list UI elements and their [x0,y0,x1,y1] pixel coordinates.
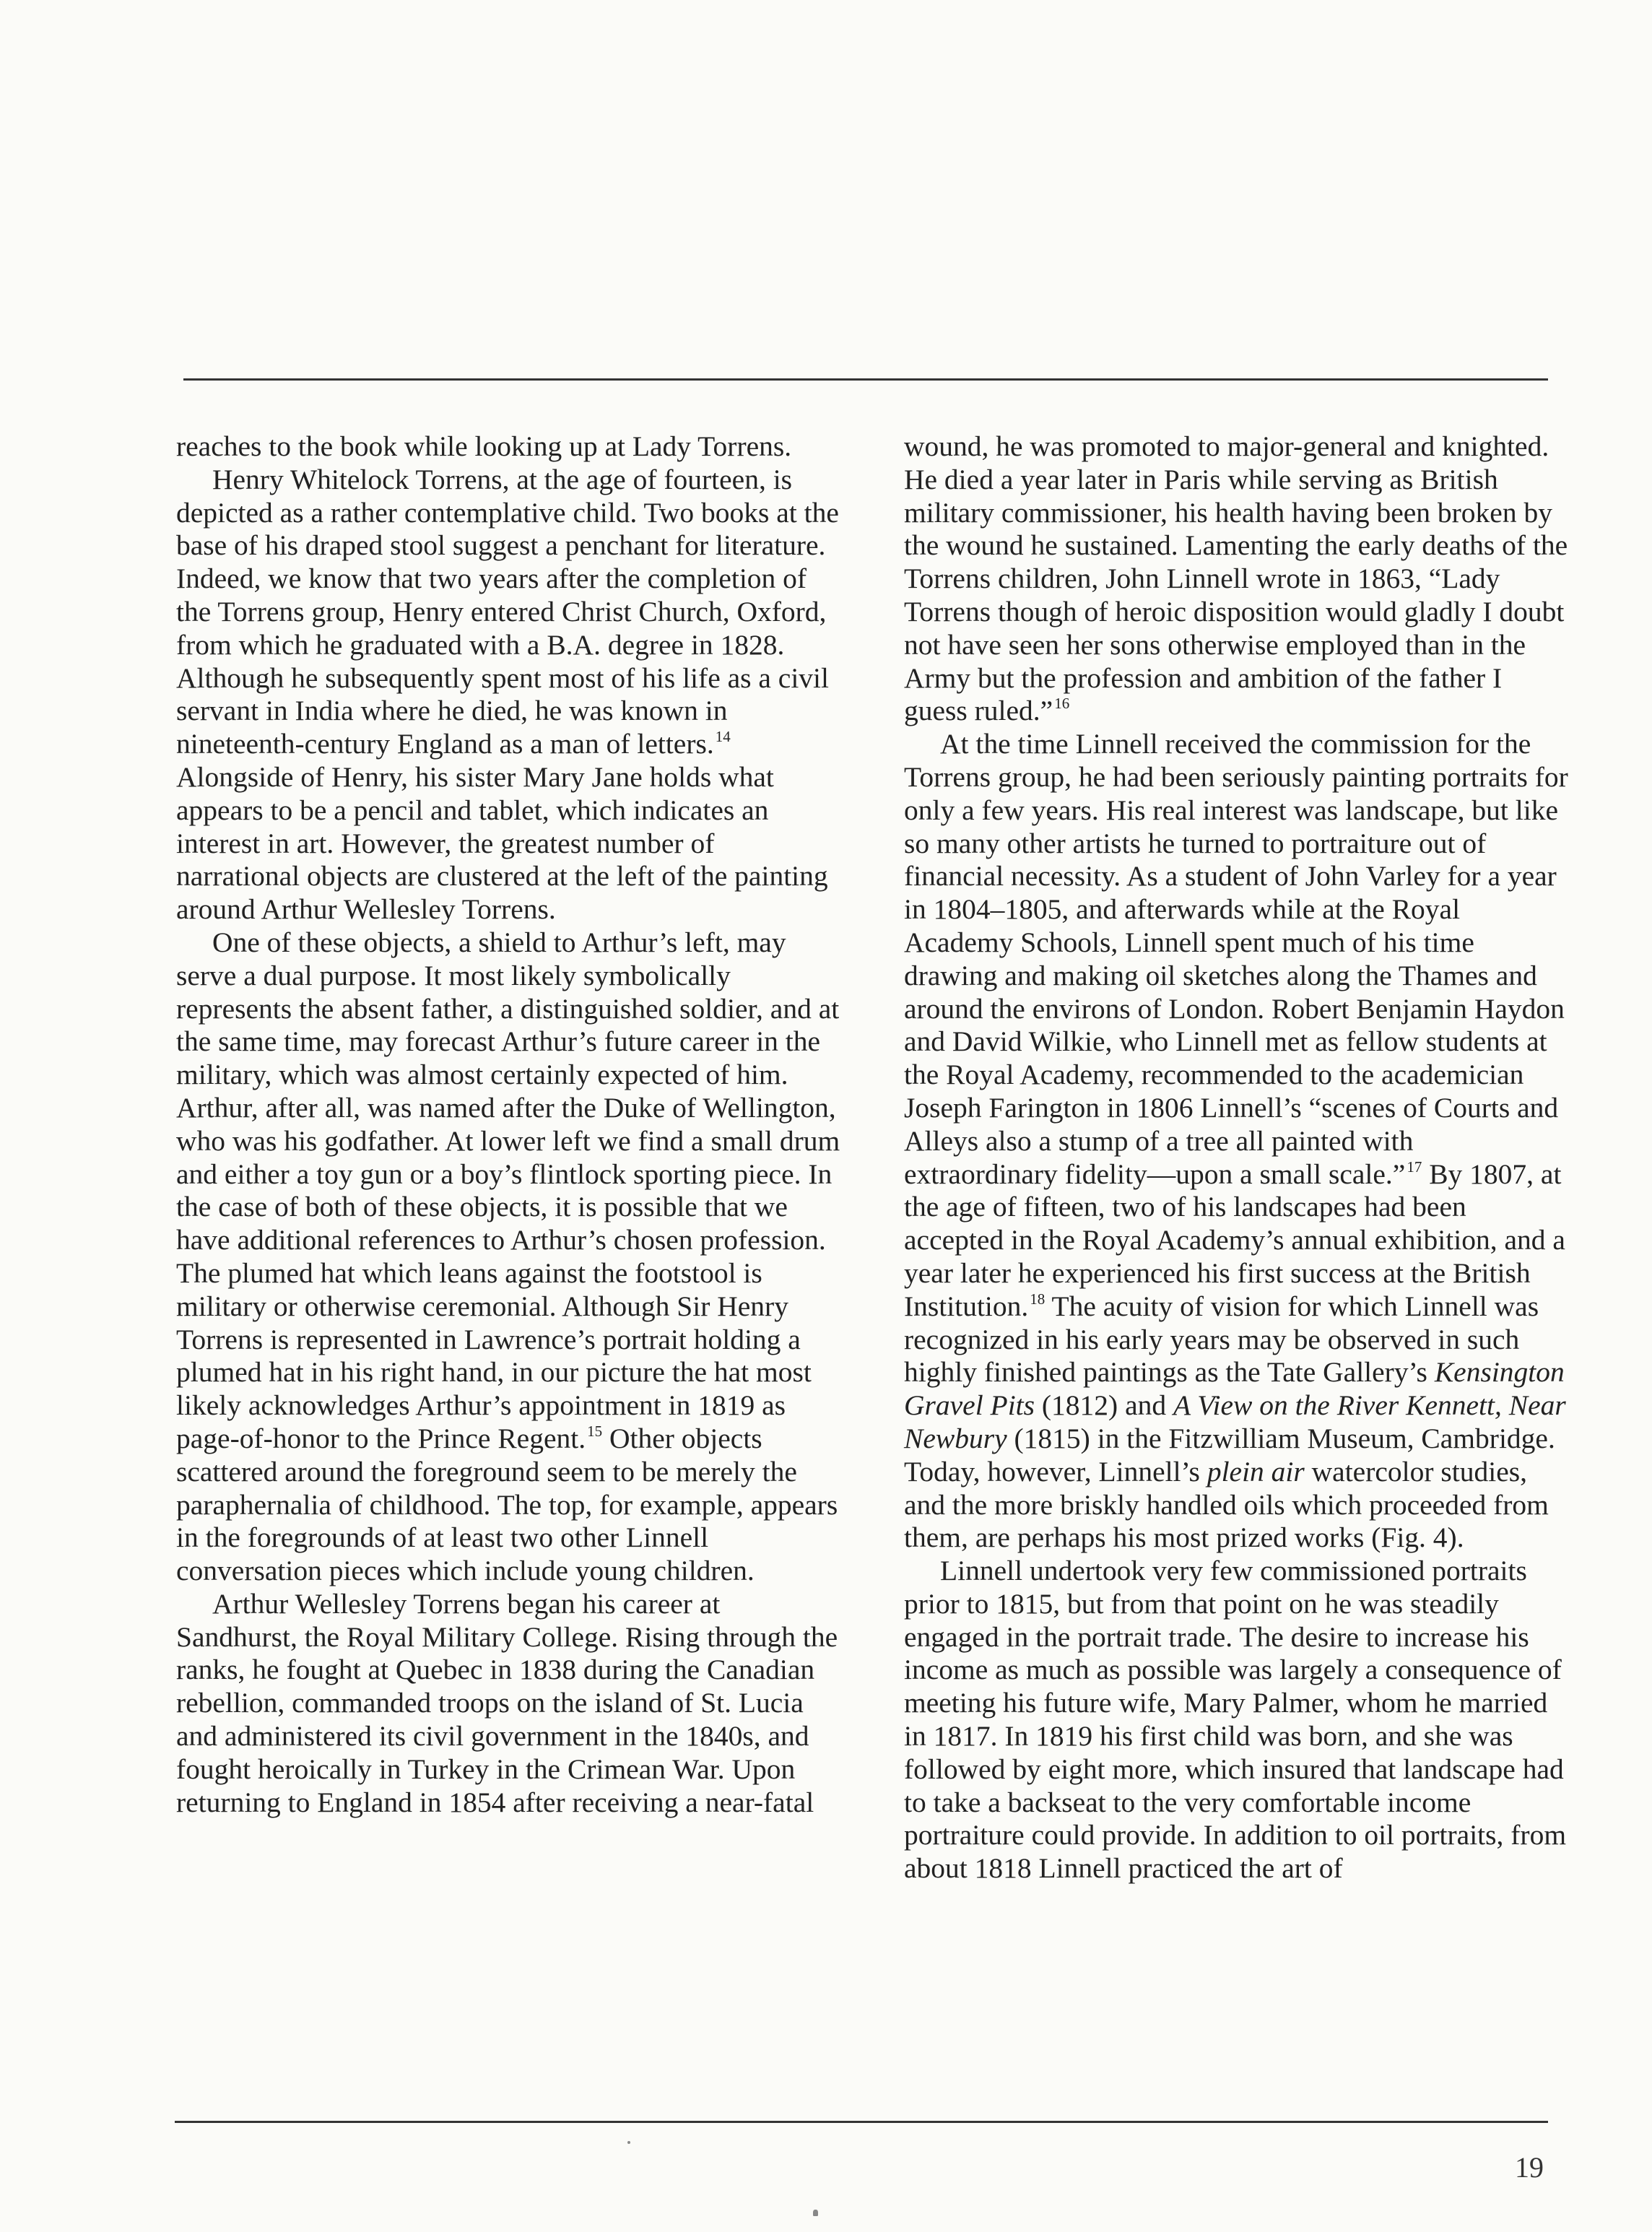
paragraph-text: Alongside of Henry, his sister Mary Jane holds what appears to be a pencil and tablet, which indicates an interest in art. However, the greatest number of narrational objects are clustered at the left of the painting around Arthur Wellesley Torrens. [176,760,828,926]
artwork-title: A View on the River Kennett, Near Newbury [904,1389,1566,1454]
right-column [904,430,1568,1885]
left-column [176,430,840,1819]
paper-speck [813,2210,818,2216]
paragraph [176,430,840,464]
paragraph-text: The acuity of vision for which Linnell was recognized in his early years may be observed in such highly finished paintings as the Tate Gallery’s [904,1290,1539,1389]
paragraph-text: Henry Whitelock Torrens, at the age of fourteen, is depicted as a rather contemplative child. Two books at the base of his draped stool suggest a penchant for literature. Indeed, we know that two years after the completion of the Torrens group, Henry entered Christ Church, Oxford, from which he graduated with a B.A. degree in 1828. Although he subsequently spent most of his life as a civil servant in India where he died, he was known in nineteenth-century England as a man of letters. [176,463,839,760]
paper-speck [627,2141,630,2144]
footnote-ref[interactable]: 14 [715,728,731,746]
paragraph-text: At the time Linnell received the commission for the Torrens group, he had been seriously painting portraits for only a few years. His real interest was landscape, but like so many other artists he turned to portraiture out of financial necessity. As a student of John Varley for a year in 1804–1805, and afterwards while at the Royal Academy Schools, Linnell spent much of his time drawing and making oil sketches along the Thames and around the environs of London. Robert Benjamin Haydon and David Wilkie, who Linnell met as fellow students at the Royal Academy, recommended to the academician Joseph Farington in 1806 Linnell’s “scenes of Courts and Alleys also a stump of a tree all painted with extraordinary fidelity—upon a small scale.” [904,728,1568,1190]
paragraph [176,464,840,926]
paragraph-text: watercolor studies, and the more briskly handled oils which proceeded from them, are perhaps his most prized works (Fig. 4). [904,1455,1549,1554]
footnote-ref[interactable]: 16 [1054,695,1070,713]
bottom-rule [175,2121,1548,2123]
top-rule [183,378,1548,381]
paragraph-text: Arthur Wellesley Torrens began his career at Sandhurst, the Royal Military College. Rising through the ranks, he fought at Quebec in 1838 during the Canadian rebellion, commanded troops on the island of St. Lucia and administered its civil government in the 1840s, and fought heroically in Turkey in the Crimean War. Upon returning to England in 1854 after receiving a near-fatal [176,1587,838,1818]
paragraph-text: (1812) and [1035,1389,1173,1422]
paragraph [904,728,1568,1555]
paragraph-text: Other objects scattered around the foreground seem to be merely the paraphernalia of childhood. The top, for example, appears in the foregrounds of at least two other Linnell conversation pieces which include young children. [176,1422,838,1587]
footnote-ref[interactable]: 17 [1407,1158,1422,1176]
footnote-ref[interactable]: 15 [587,1422,603,1440]
paragraph [176,926,840,1588]
paragraph-text: One of these objects, a shield to Arthur’s left, may serve a dual purpose. It most likely symbolically represents the absent father, a distinguished soldier, and at the same time, may forecast Arthur’s future career in the military, which was almost certainly expected of him. Arthur, after all, was named after the Duke of Wellington, who was his godfather. At lower left we find a small drum and either a toy gun or a boy’s flintlock sporting piece. In the case of both of these objects, it is possible that we have additional references to Arthur’s chosen profession. The plumed hat which leans against the footstool is military or otherwise ceremonial. Although Sir Henry Torrens is represented in Lawrence’s portrait holding a plumed hat in his right hand, in our picture the hat most likely acknowledges Arthur’s appointment in 1819 as page-of-honor to the Prince Regent. [176,926,840,1454]
page-number: 19 [1515,2151,1544,2184]
paragraph-text: reaches to the book while looking up at Lady Torrens. [176,430,792,462]
artwork-title: Kensington Gravel Pits [904,1356,1565,1422]
paragraph-text: wound, he was promoted to major-general and knighted. He died a year later in Paris while serving as British military commissioner, his health having been broken by the wound he sustained. Lamenting the early deaths of the Torrens children, John Linnell wrote in 1863, “Lady Torrens though of heroic disposition would gladly I doubt not have seen her sons otherwise employed than in the Army but the profession and ambition of the father I guess ruled.” [904,430,1568,727]
italic-term: plein air [1207,1455,1305,1488]
footnote-ref[interactable]: 18 [1030,1290,1045,1308]
paragraph [176,1588,840,1820]
paragraph-text: Linnell undertook very few commissioned portraits prior to 1815, but from that point on he was steadily engaged in the portrait trade. The desire to increase his income as much as possible was largely a consequence of meeting his future wife, Mary Palmer, whom he married in 1817. In 1819 his first child was born, and she was followed by eight more, which insured that landscape had to take a backseat to the very comfortable income portraiture could provide. In addition to oil portraits, from about 1818 Linnell practiced the art of [904,1555,1567,1885]
paragraph-text: By 1807, at the age of fifteen, two of his landscapes had been accepted in the Royal Academy’s annual exhibition, and a year later he experienced his first success at the British Institution. [904,1158,1565,1322]
paragraph [904,430,1568,728]
paragraph [904,1555,1568,1885]
paragraph-text: (1815) in the Fitzwilliam Museum, Cambridge. Today, however, Linnell’s [904,1422,1555,1488]
